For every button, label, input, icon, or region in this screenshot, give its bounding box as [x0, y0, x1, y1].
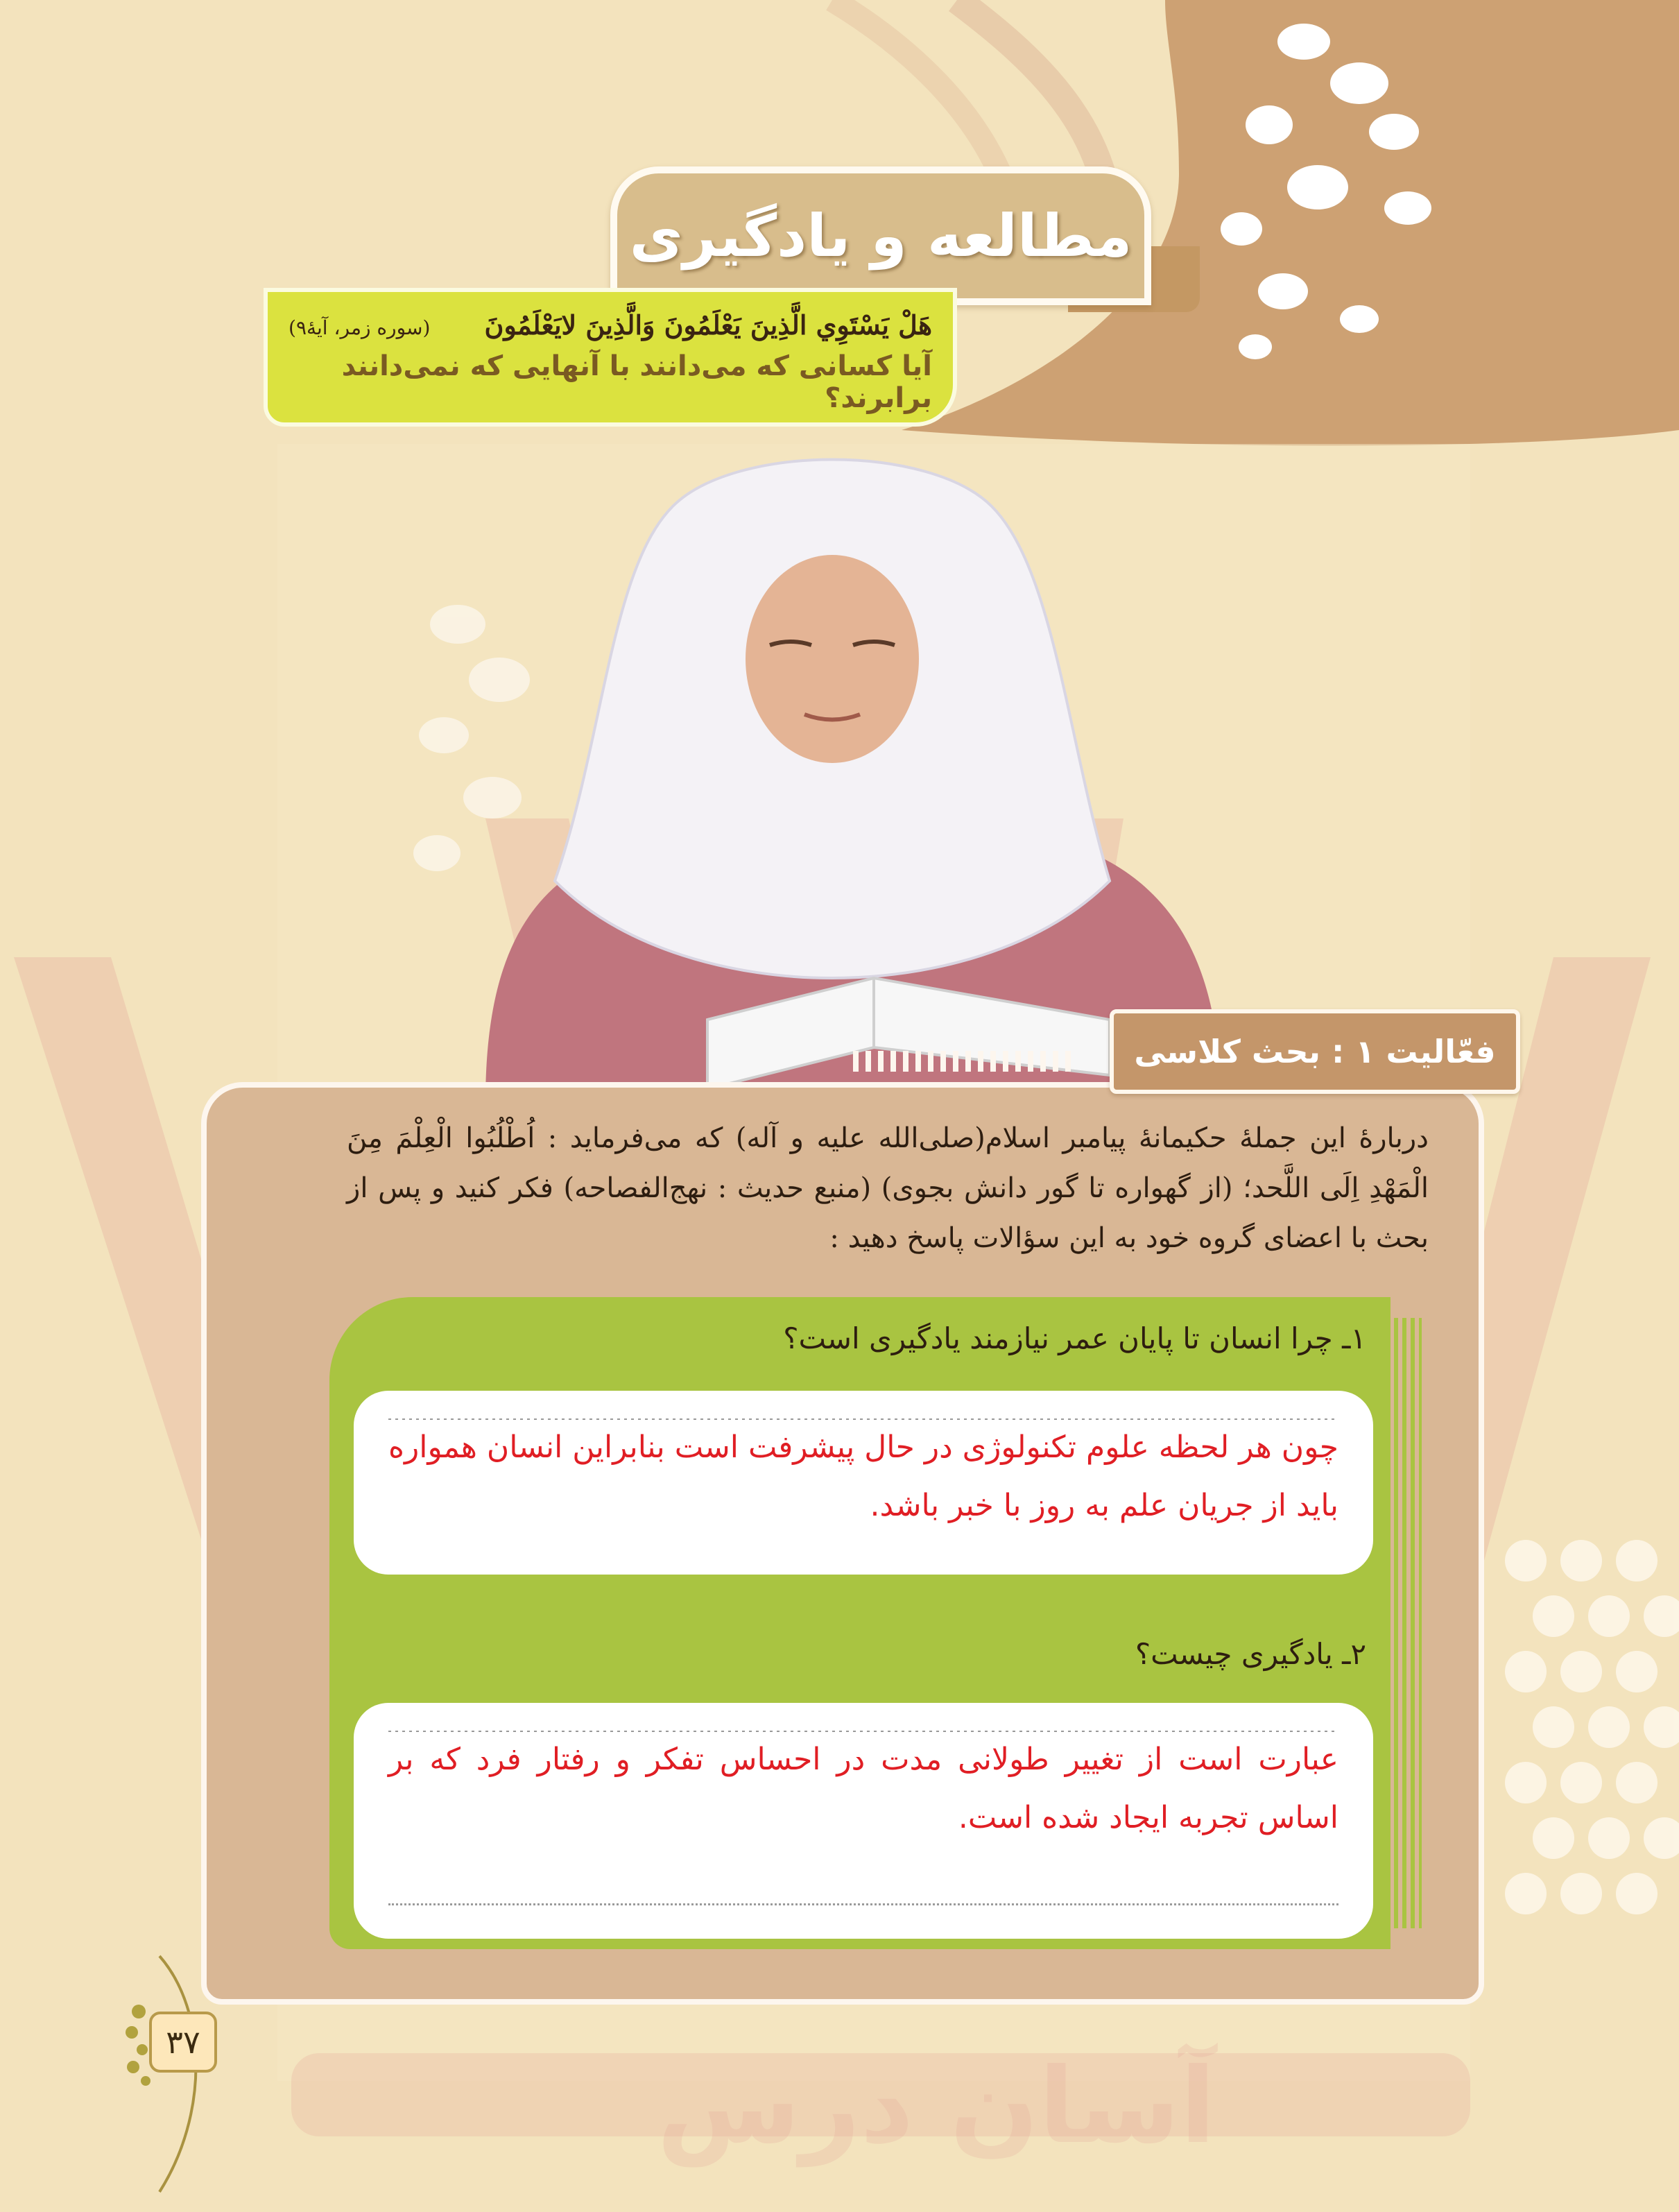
- activity-ticks-decoration: [853, 1047, 1103, 1075]
- answer-2-blank-line: [388, 1847, 1338, 1905]
- verse-reference: (سوره زمر، آیهٔ۹): [289, 316, 431, 339]
- verse-arabic: هَلْ يَسْتَوِي الَّذِينَ يَعْلَمُونَ وَالَّذِينَ لايَعْلَمُونَ: [484, 309, 932, 341]
- answer-1-text: چون هر لحظه علوم تکنولوژی در حال پیشرفت است بنابراین انسان همواره باید از جریان علم به روز با خبر باشد.: [388, 1418, 1338, 1535]
- watermark: آسان درس: [657, 2046, 1216, 2167]
- panel-stripe-decoration: [1394, 1318, 1422, 1928]
- answer-2-text: عبارت است از تغییر طولانی مدت در احساس تفکر و رفتار فرد که بر اساس تجربه ایجاد شده است.: [388, 1731, 1338, 1847]
- question-2: ۲ـ یادگیری چیست؟: [1135, 1637, 1366, 1671]
- question-1: ۱ـ چرا انسان تا پایان عمر نیازمند یادگیری است؟: [783, 1321, 1366, 1355]
- answer-box-1[interactable]: [354, 1391, 1373, 1575]
- student-reading-photo: [444, 451, 1262, 1103]
- answer-box-2[interactable]: [354, 1703, 1373, 1939]
- verse-translation: آیا کسانی که می‌دانند با آنهایی که نمی‌دانند برابرند؟: [341, 350, 932, 414]
- activity-intro-text: دربارهٔ این جملهٔ حکیمانهٔ پیامبر اسلام(صلی‌الله علیه و آله) که می‌فرماید : اُطْلُبُوا الْعِلْمَ مِنَ الْمَهْدِ اِلَی اللَّحد؛ (از گهواره تا گور دانش بجوی) (منبع حدیث : نهج‌الفصاحه) فکر کنید و پس از بحث با اعضای گروه خود به این سؤالات پاسخ دهید :: [347, 1122, 1429, 1254]
- activity-header: فعّالیت ۱ : بحث کلاسی: [1110, 1009, 1520, 1094]
- verse-box: [264, 288, 957, 427]
- page-number: ۳۷: [149, 2012, 217, 2073]
- page-title-banner: [610, 166, 1151, 305]
- page-title: مطالعه و یادگیری: [629, 202, 1133, 270]
